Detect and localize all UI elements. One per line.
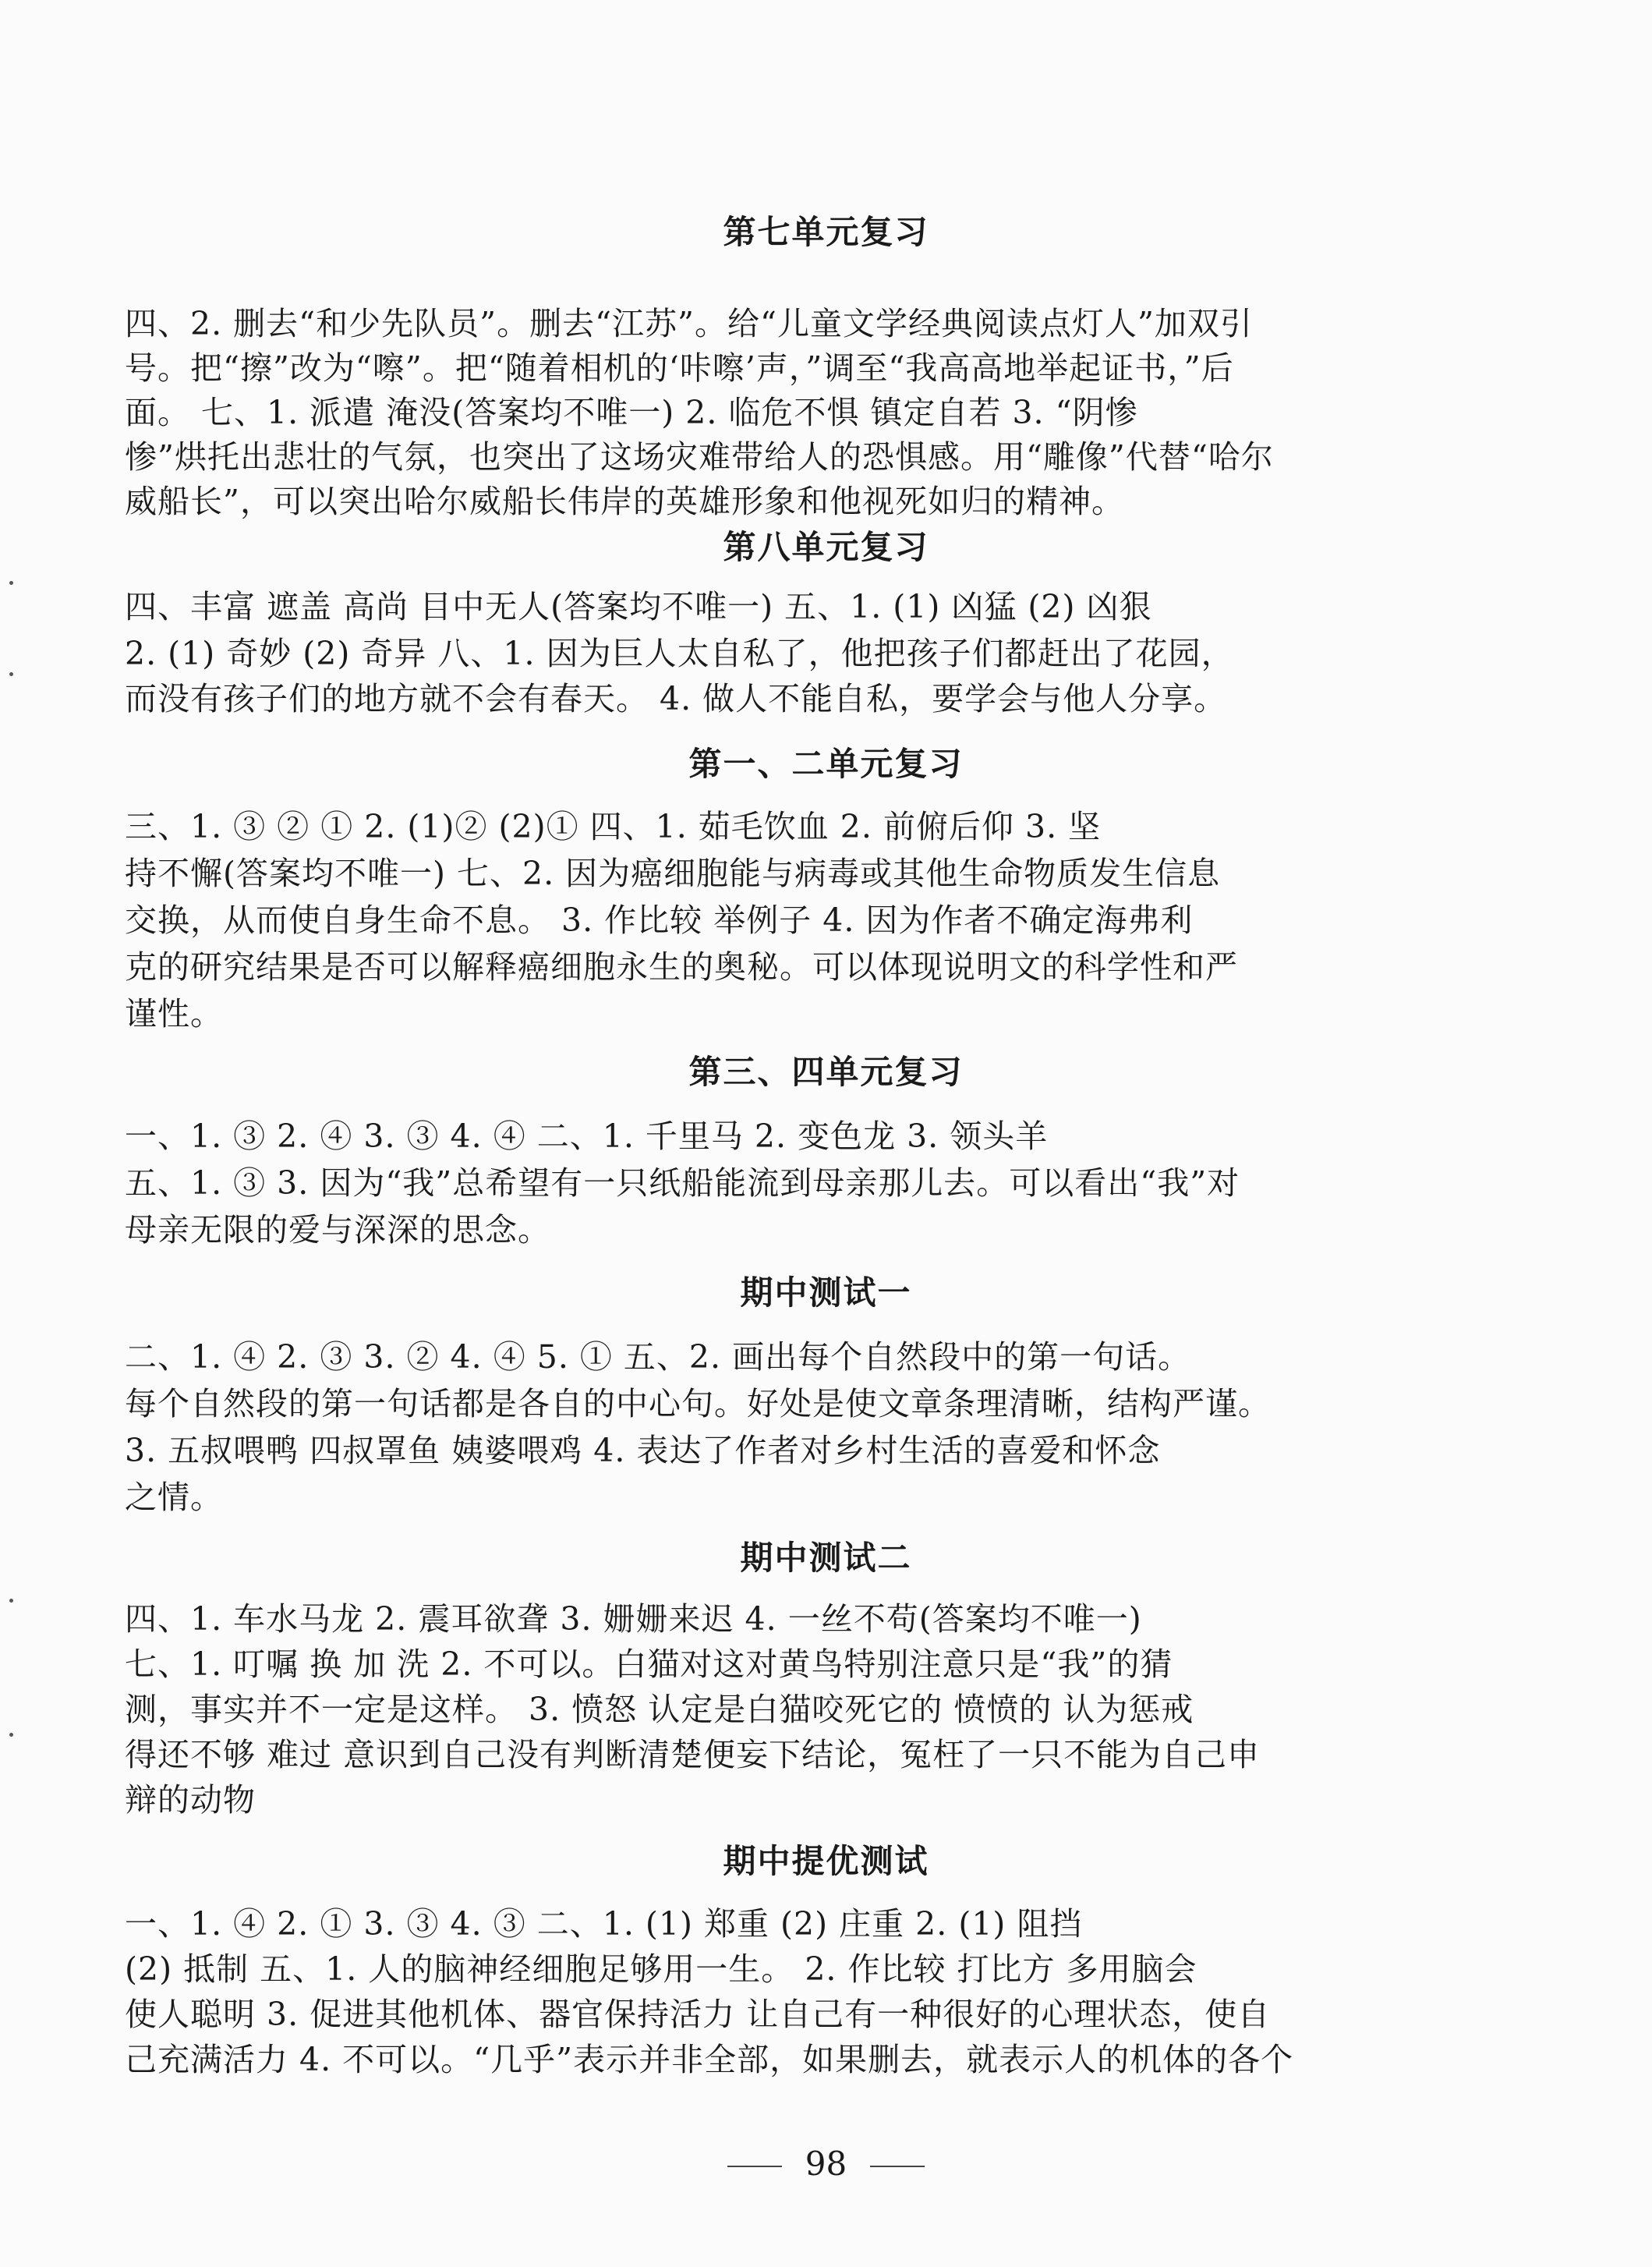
answer-line: 四、丰富 遮盖 高尚 目中无人(答案均不唯一) 五、1. (1) 凶猛 (2) 凶狠 <box>125 588 1152 625</box>
answer-line: 每个自然段的第一句话都是各自的中心句。好处是使文章条理清晰，结构严谨。 <box>125 1385 1271 1422</box>
margin-dot <box>9 1733 13 1737</box>
answer-line: 己充满活力 4. 不可以。“几乎”表示并非全部，如果删去，就表示人的机体的各个 <box>125 2041 1294 2078</box>
answer-line: 四、1. 车水马龙 2. 震耳欲聋 3. 姗姗来迟 4. 一丝不苟(答案均不唯一) <box>125 1600 1142 1638</box>
answer-line: 二、1. ④ 2. ③ 3. ② 4. ④ 5. ① 五、2. 画出每个自然段中的第一句话。 <box>125 1338 1191 1376</box>
page-number-footer <box>0 2141 1652 2187</box>
page-number: 98 <box>805 2145 847 2183</box>
answer-line: (2) 抵制 五、1. 人的脑神经细胞足够用一生。 2. 作比较 打比方 多用脑会 <box>125 1950 1197 1988</box>
section-title: 第一、二单元复习 <box>688 745 964 783</box>
answer-line: 号。把“擦”改为“嚓”。把“随着相机的‘咔嚓’声，”调至“我高高地举起证书，”后 <box>125 349 1234 387</box>
answer-line: 2. (1) 奇妙 (2) 奇异 八、1. 因为巨人太自私了，他把孩子们都赶出了花园， <box>125 635 1234 672</box>
answer-line: 威船长”，可以突出哈尔威船长伟岸的英雄形象和他视死如归的精神。 <box>125 483 1124 520</box>
answer-line: 一、1. ④ 2. ① 3. ③ 4. ③ 二、1. (1) 郑重 (2) 庄重 2. (1) 阻挡 <box>125 1905 1083 1943</box>
answer-line: 惨”烘托出悲壮的气氛，也突出了这场灾难带给人的恐惧感。用“雕像”代替“哈尔 <box>125 438 1274 476</box>
dash-right <box>870 2166 925 2167</box>
answer-line: 持不懈(答案均不唯一) 七、2. 因为癌细胞能与病毒或其他生命物质发生信息 <box>125 855 1221 892</box>
answer-line: 交换，从而使自身生命不息。 3. 作比较 举例子 4. 因为作者不确定海弗利 <box>125 901 1194 939</box>
answer-line: 一、1. ③ 2. ④ 3. ③ 4. ④ 二、1. 千里马 2. 变色龙 3. 领头羊 <box>125 1118 1049 1155</box>
answer-line: 测，事实并不一定是这样。 3. 愤怒 认定是白猫咬死它的 愤愤的 认为惩戒 <box>125 1691 1194 1728</box>
section-title: 期中测试二 <box>740 1539 912 1577</box>
section-title: 期中提优测试 <box>723 1842 929 1880</box>
section-title: 期中测试一 <box>740 1273 912 1312</box>
section-title: 第八单元复习 <box>723 528 929 566</box>
answer-line: 五、1. ③ 3. 因为“我”总希望有一只纸船能流到母亲那儿去。可以看出“我”对 <box>125 1164 1240 1202</box>
section-title: 第三、四单元复习 <box>688 1053 964 1091</box>
answer-line: 谨性。 <box>125 995 223 1033</box>
answer-line: 使人聪明 3. 促进其他机体、器官保持活力 让自己有一种很好的心理状态，使自 <box>125 1996 1271 2033</box>
margin-dot <box>9 1599 13 1603</box>
answer-line: 而没有孩子们的地方就不会有春天。 4. 做人不能自私，要学会与他人分享。 <box>125 680 1227 717</box>
answer-line: 克的研究结果是否可以解释癌细胞永生的奥秘。可以体现说明文的科学性和严 <box>125 948 1238 986</box>
answer-line: 之情。 <box>125 1479 223 1516</box>
answer-line: 辩的动物 <box>125 1781 256 1819</box>
dash-left <box>727 2166 782 2167</box>
answer-line: 三、1. ③ ② ① 2. (1)② (2)① 四、1. 茹毛饮血 2. 前俯后仰 3. 坚 <box>125 808 1102 845</box>
margin-dot <box>9 581 13 585</box>
margin-dot <box>9 672 13 676</box>
answer-line: 面。 七、1. 派遣 淹没(答案均不唯一) 2. 临危不惧 镇定自若 3. “阴惨 <box>125 394 1138 431</box>
section-title: 第七单元复习 <box>723 213 929 251</box>
answer-line: 得还不够 难过 意识到自己没有判断清楚便妄下结论，冤枉了一只不能为自己申 <box>125 1736 1261 1773</box>
answer-line: 3. 五叔喂鸭 四叔罩鱼 姨婆喂鸡 4. 表达了作者对乡村生活的喜爱和怀念 <box>125 1432 1161 1469</box>
answer-line: 母亲无限的爱与深深的思念。 <box>125 1211 550 1249</box>
answer-line: 七、1. 叮嘱 换 加 洗 2. 不可以。白猫对这对黄鸟特别注意只是“我”的猜 <box>125 1645 1173 1683</box>
answer-line: 四、2. 删去“和少先队员”。删去“江苏”。给“儿童文学经典阅读点灯人”加双引 <box>125 305 1253 342</box>
